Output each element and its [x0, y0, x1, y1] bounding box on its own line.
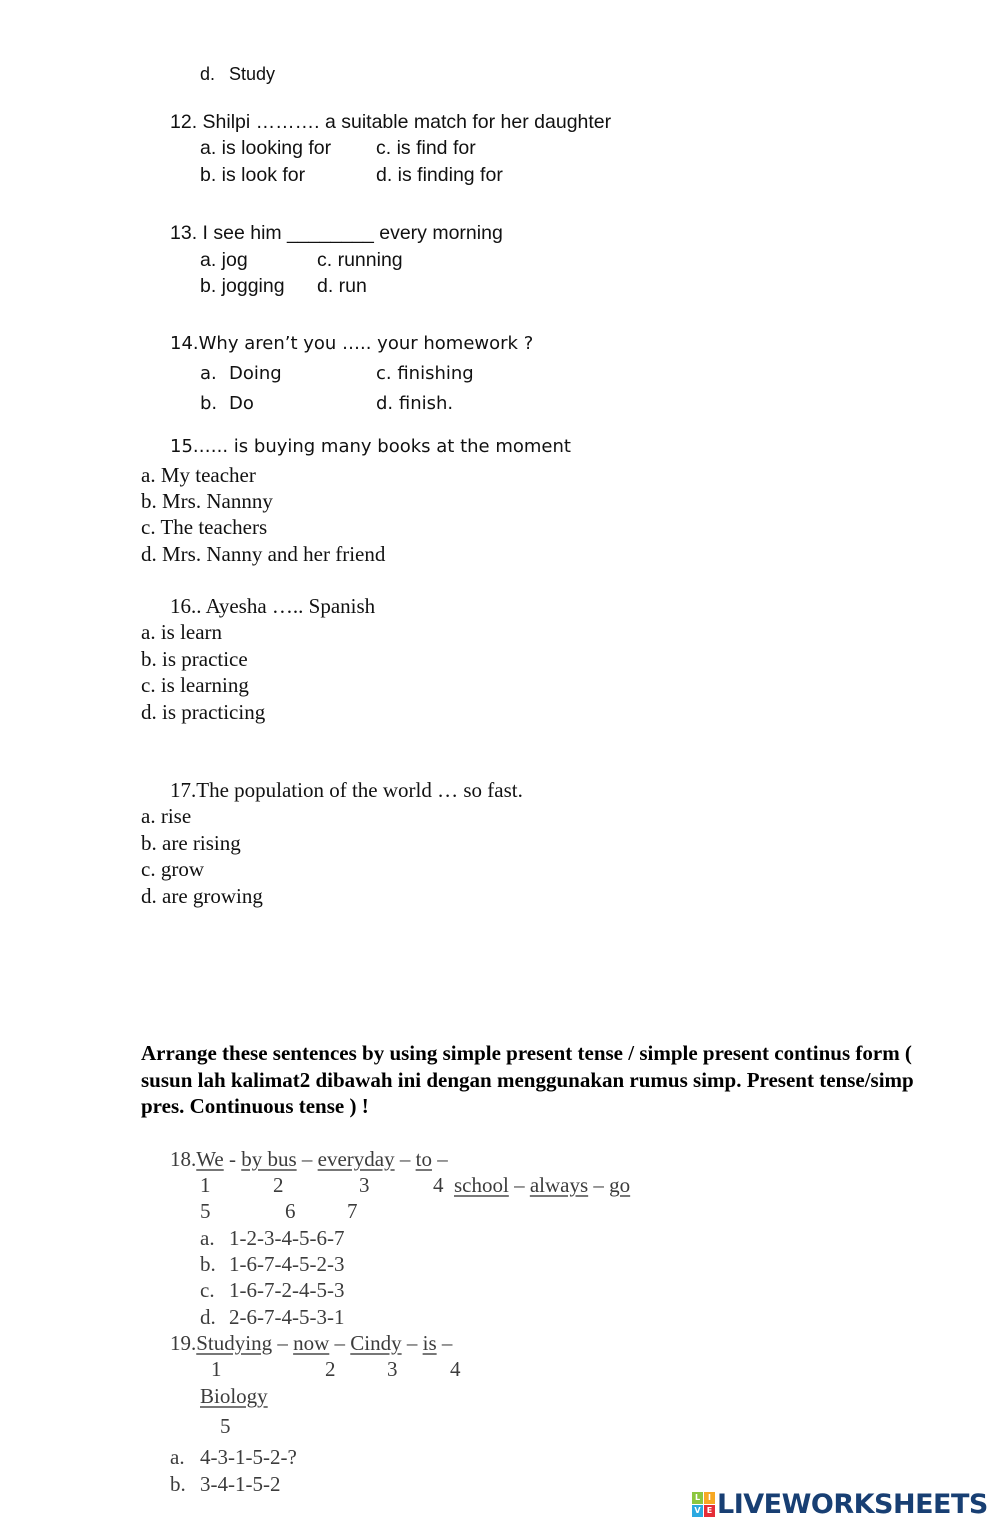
- q18-word-3: everyday: [317, 1147, 395, 1171]
- logo-tiles-icon: [692, 1492, 715, 1517]
- q13-option-b: b. jogging: [200, 275, 285, 297]
- separator: –: [399, 1147, 411, 1171]
- q18-option-a-letter: a.: [200, 1226, 215, 1250]
- q18-option-a: 1-2-3-4-5-6-7: [229, 1226, 345, 1250]
- logo-tile: L: [692, 1492, 703, 1504]
- separator: –: [277, 1331, 288, 1355]
- q12-option-c: c. is find for: [376, 137, 476, 159]
- q18-sentence: [170, 1147, 448, 1171]
- q19-index-1: 1: [211, 1357, 222, 1381]
- q18-option-b-letter: b.: [200, 1252, 216, 1276]
- q18-index-1: 1: [200, 1173, 211, 1197]
- q19-index-5: 5: [220, 1414, 231, 1438]
- logo-text: LIVEWORKSHEETS: [717, 1489, 988, 1520]
- separator: –: [334, 1331, 346, 1355]
- q18-option-c: 1-6-7-2-4-5-3: [229, 1278, 345, 1302]
- q18-word-7: go: [609, 1173, 631, 1197]
- q13-option-d: d. run: [317, 275, 367, 297]
- q18-word-1: We: [196, 1147, 224, 1171]
- separator: –: [406, 1331, 418, 1355]
- q18-index-3: 3: [359, 1173, 370, 1197]
- q18-index-7: 7: [347, 1199, 358, 1223]
- q14-option-a-letter: a.: [200, 363, 217, 384]
- separator: –: [301, 1147, 313, 1171]
- q19-index-4: 4: [450, 1357, 461, 1381]
- logo-tile: E: [704, 1505, 715, 1517]
- q16-stem: 16.. Ayesha ….. Spanish: [170, 594, 376, 618]
- q18-sentence-cont: [433, 1173, 630, 1197]
- q19-index-3: 3: [387, 1357, 398, 1381]
- q16-option-c: c. is learning: [141, 673, 249, 697]
- q17-stem: 17.The population of the world … so fast.: [170, 778, 523, 802]
- q11-option-d-letter: d.: [200, 64, 216, 84]
- q12-option-a: a. is looking for: [200, 137, 332, 159]
- q19-word-1: Studying: [196, 1331, 273, 1355]
- q13-stem: 13. I see him ________ every morning: [170, 222, 503, 244]
- q19-word-4: is: [422, 1331, 437, 1355]
- q14-option-a: Doing: [229, 363, 282, 384]
- q18-option-c-letter: c.: [200, 1278, 215, 1302]
- q19-option-a: 4-3-1-5-2-?: [200, 1445, 297, 1469]
- q18-word-5: school: [454, 1173, 509, 1197]
- separator: –: [441, 1331, 453, 1355]
- separator: –: [514, 1173, 525, 1197]
- logo-tile: V: [692, 1505, 703, 1517]
- q12-option-b: b. is look for: [200, 164, 306, 186]
- q11-option-d: Study: [229, 64, 276, 84]
- q15-stem: 15.….. is buying many books at the moment: [170, 436, 571, 457]
- q19-sentence: [170, 1331, 452, 1355]
- q19-word-5: Biology: [200, 1384, 268, 1408]
- separator: -: [228, 1147, 236, 1171]
- q13-option-a: a. jog: [200, 249, 248, 271]
- q18-word-4: to: [415, 1147, 432, 1171]
- q19-word-3: Cindy: [350, 1331, 402, 1355]
- q19-option-b: 3-4-1-5-2: [200, 1472, 281, 1496]
- q18-index-6: 6: [285, 1199, 296, 1223]
- q19-option-b-letter: b.: [170, 1472, 186, 1496]
- q17-option-a: a. rise: [141, 804, 192, 828]
- q14-option-b: Do: [229, 393, 254, 414]
- logo-tile: I: [704, 1492, 715, 1504]
- q18-index-5: 5: [200, 1199, 211, 1223]
- section-instruction: Arrange these sentences by using simple present tense / simple present continus form ( susun lah kalimat2 dibawah ini dengan menggunakan rumus simp. Present tense/simp pres. Continuous tense ) !: [141, 1041, 914, 1118]
- q15-option-b: b. Mrs. Nannny: [141, 489, 273, 513]
- q16-option-a: a. is learn: [141, 620, 223, 644]
- separator: –: [593, 1173, 604, 1197]
- q17-option-b: b. are rising: [141, 831, 241, 855]
- q18-word-2: by bus: [241, 1147, 297, 1171]
- q19-option-a-letter: a.: [170, 1445, 185, 1469]
- q14-option-c: c. finishing: [376, 363, 474, 384]
- q19-number: 19.: [170, 1331, 197, 1355]
- q19-word-2: now: [293, 1331, 330, 1355]
- q16-option-d: d. is practicing: [141, 700, 266, 724]
- q18-option-b: 1-6-7-4-5-2-3: [229, 1252, 345, 1276]
- q15-option-a: a. My teacher: [141, 463, 256, 487]
- q14-stem: 14.Why aren’t you ….. your homework ?: [170, 333, 534, 354]
- q13-option-c: c. running: [317, 249, 403, 271]
- q18-index-2: 2: [273, 1173, 284, 1197]
- q15-option-d: d. Mrs. Nanny and her friend: [141, 542, 386, 566]
- q18-option-d-letter: d.: [200, 1305, 216, 1329]
- q19-index-2: 2: [325, 1357, 336, 1381]
- q18-index-4: 4: [433, 1173, 444, 1197]
- separator: –: [437, 1147, 448, 1171]
- q17-option-d: d. are growing: [141, 884, 263, 908]
- q12-stem: 12. Shilpi ………. a suitable match for her daughter: [170, 111, 612, 133]
- liveworksheets-logo: [692, 1489, 988, 1520]
- q18-number: 18.: [170, 1147, 197, 1171]
- q12-option-d: d. is finding for: [376, 164, 503, 186]
- q14-option-b-letter: b.: [200, 393, 218, 414]
- q15-option-c: c. The teachers: [141, 515, 268, 539]
- q17-option-c: c. grow: [141, 857, 204, 881]
- q16-option-b: b. is practice: [141, 647, 248, 671]
- q18-option-d: 2-6-7-4-5-3-1: [229, 1305, 345, 1329]
- q18-word-6: always: [529, 1173, 589, 1197]
- q14-option-d: d. finish.: [376, 393, 454, 414]
